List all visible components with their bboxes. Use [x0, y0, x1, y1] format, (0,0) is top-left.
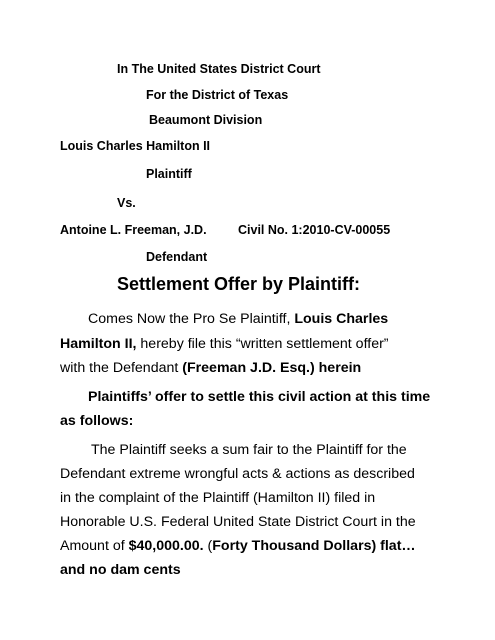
paragraph3-line3: in the complaint of the Plaintiff (Hamilton II) filed in	[60, 490, 376, 506]
court-division: Beaumont Division	[149, 113, 263, 127]
plaintiff-name: Louis Charles Hamilton II	[60, 139, 211, 153]
paragraph2-line2: as follows:	[60, 413, 134, 429]
plaintiff-name-bold: Louis Charles	[294, 311, 389, 327]
court-name: In The United States District Court	[117, 62, 321, 76]
court-district: For the District of Texas	[146, 88, 289, 102]
paragraph3-line5	[60, 538, 416, 554]
document-title: Settlement Offer by Plaintiff:	[117, 274, 361, 294]
paragraph2-line1: Plaintiffs’ offer to settle this civil action at this time	[88, 389, 431, 405]
paragraph3-line6: and no dam cents	[60, 562, 181, 578]
settlement-amount: $40,000.00.	[128, 538, 204, 554]
defendant-name: Antoine L. Freeman, J.D.	[60, 223, 207, 237]
paragraph1-text: with the Defendant	[60, 360, 183, 376]
paragraph3-line2: Defendant extreme wrongful acts & actions as described	[60, 466, 415, 482]
defendant-label: Defendant	[146, 250, 208, 264]
settlement-amount-words: Forty Thousand Dollars) flat…	[212, 538, 416, 554]
paragraph1-line3	[60, 360, 361, 376]
defendant-ref-bold: (Freeman J.D. Esq.) herein	[182, 360, 362, 376]
amount-label: Amount of	[60, 538, 129, 554]
paragraph1-text: Comes Now the Pro Se Plaintiff,	[88, 311, 295, 327]
paragraph3-line4: Honorable U.S. Federal United State District Court in the	[60, 514, 416, 530]
paragraph1-text: hereby file this “written settlement offer”	[136, 336, 389, 352]
plaintiff-name-bold: Hamilton II,	[60, 336, 137, 352]
paragraph1-line1	[88, 311, 388, 327]
plaintiff-label: Plaintiff	[146, 167, 192, 181]
versus-label: Vs.	[117, 196, 136, 210]
paragraph3-line1: The Plaintiff seeks a sum fair to the Plaintiff for the	[91, 442, 407, 458]
paren-open: (	[203, 538, 213, 554]
civil-number: Civil No. 1:2010-CV-00055	[238, 223, 391, 237]
paragraph1-line2	[60, 336, 389, 352]
